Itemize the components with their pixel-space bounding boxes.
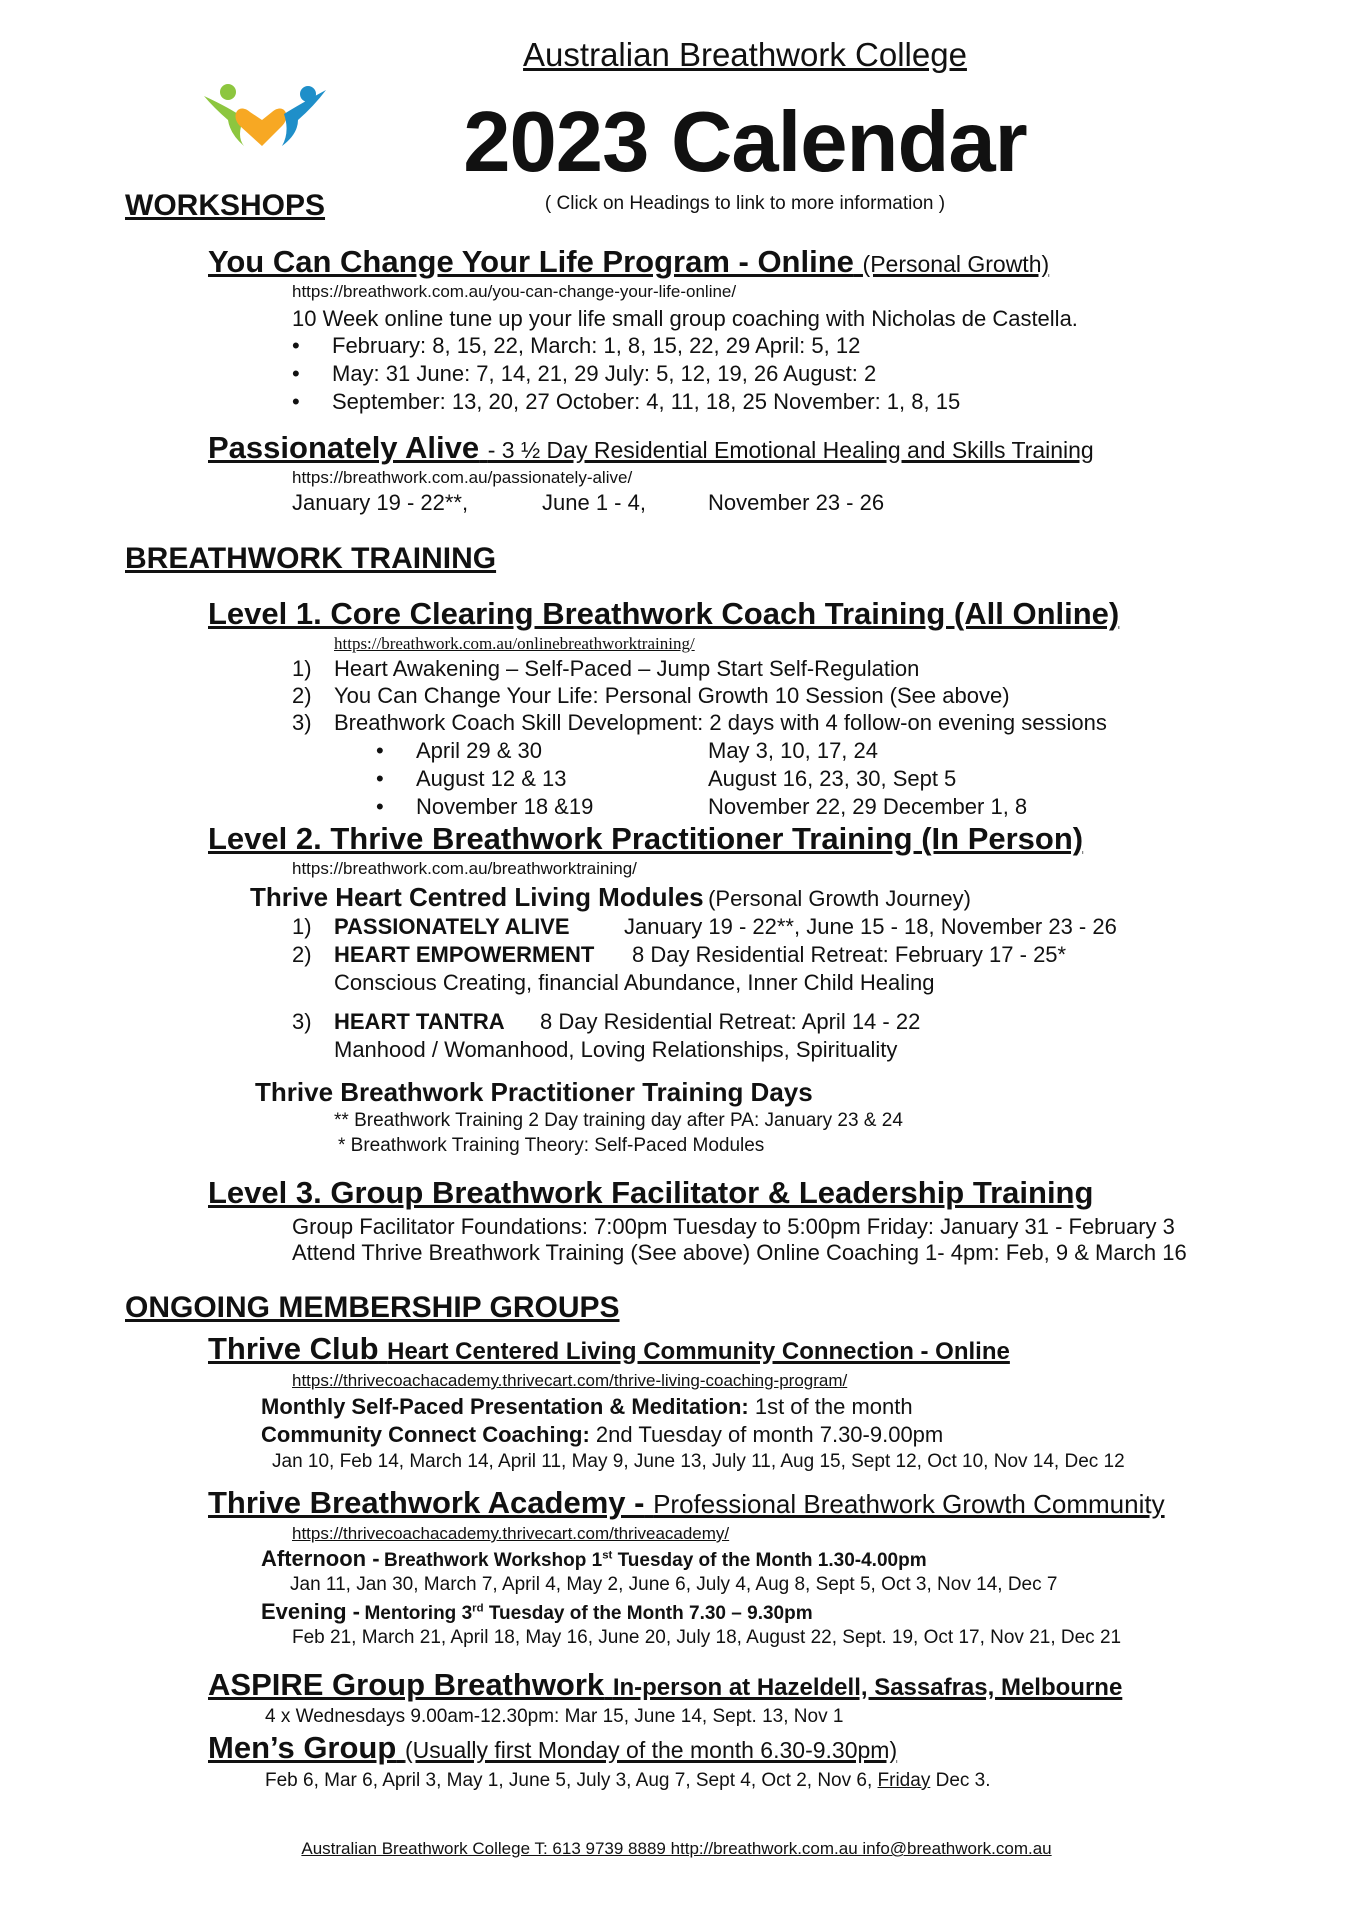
- level1-session-days: April 29 & 30: [416, 738, 542, 763]
- aspire-title: ASPIRE Group Breathwork: [208, 1667, 605, 1702]
- bullet: •: [292, 361, 300, 386]
- module-detail: January 19 - 22**, June 15 - 18, November 23 - 26: [624, 914, 1117, 939]
- mens-dates-end: Dec 3.: [935, 1770, 991, 1791]
- ycl-date-line: February: 8, 15, 22, March: 1, 8, 15, 22, 29 April: 5, 12: [332, 333, 861, 358]
- level3-heading-link[interactable]: Level 3. Group Breathwork Facilitator & Leadership Training: [208, 1175, 1094, 1210]
- module-detail: 8 Day Residential Retreat: April 14 - 22: [540, 1009, 921, 1034]
- ycl-date-line: May: 31 June: 7, 14, 21, 29 July: 5, 12, 19, 26 August: 2: [332, 361, 877, 386]
- mens-subtitle: (Usually first Monday of the month 6.30-9.30pm): [404, 1737, 898, 1763]
- module-num: 1): [292, 914, 312, 939]
- bullet: •: [376, 794, 384, 819]
- module-detail: 8 Day Residential Retreat: February 17 - 25*: [632, 942, 1067, 967]
- module-extra: Manhood / Womanhood, Loving Relationships, Spirituality: [334, 1037, 898, 1062]
- level1-item-num: 2): [292, 683, 312, 708]
- afternoon-label: Afternoon -: [261, 1546, 380, 1571]
- level1-url[interactable]: https://breathwork.com.au/onlinebreathworktraining/: [334, 634, 695, 653]
- level2-days-heading: Thrive Breathwork Practitioner Training Days: [255, 1077, 813, 1107]
- academy-url[interactable]: https://thrivecoachacademy.thrivecart.com/thriveacademy/: [292, 1524, 730, 1543]
- academy-evening-dates: Feb 21, March 21, April 18, May 16, June 20, July 18, August 22, Sept. 19, Oct 17, Nov 21, Dec 21: [292, 1627, 1122, 1648]
- level3-line: Attend Thrive Breathwork Training (See above) Online Coaching 1- 4pm: Feb, 9 & March 16: [292, 1240, 1187, 1265]
- level1-item-num: 3): [292, 710, 312, 735]
- level1-session-evenings: August 16, 23, 30, Sept 5: [708, 766, 957, 791]
- academy-title: Thrive Breathwork Academy -: [208, 1485, 645, 1520]
- section-heading-membership: ONGOING MEMBERSHIP GROUPS: [125, 1291, 620, 1324]
- mens-group-heading-link[interactable]: [208, 1730, 897, 1766]
- pa-date: January 19 - 22**,: [292, 490, 469, 515]
- evening-label: Evening -: [261, 1599, 361, 1624]
- bullet: •: [376, 766, 384, 791]
- ycl-date-line: September: 13, 20, 27 October: 4, 11, 18, 25 November: 1, 8, 15: [332, 389, 961, 414]
- aspire-subtitle: In-person at Hazeldell, Sassafras, Melbourne: [612, 1674, 1123, 1701]
- module-extra: Conscious Creating, financial Abundance, Inner Child Healing: [334, 970, 935, 995]
- module-name: HEART TANTRA: [334, 1009, 505, 1034]
- level1-session-days: November 18 &19: [416, 794, 594, 819]
- thrive-club-dates: Jan 10, Feb 14, March 14, April 11, May 9, June 13, July 11, Aug 15, Sept 12, Oct 10, Nov 14, Dec 12: [272, 1451, 1125, 1472]
- section-heading-workshops: WORKSHOPS: [125, 189, 326, 222]
- level1-session-evenings: November 22, 29 December 1, 8: [708, 794, 1028, 819]
- modules-title: Thrive Heart Centred Living Modules: [250, 882, 704, 912]
- level1-heading-link[interactable]: Level 1. Core Clearing Breathwork Coach Training (All Online): [208, 596, 1120, 631]
- level1-item-text: Heart Awakening – Self-Paced – Jump Start Self-Regulation: [334, 656, 920, 681]
- afternoon-text: Breathwork Workshop 1: [383, 1550, 603, 1571]
- academy-heading-link[interactable]: [208, 1485, 1165, 1521]
- module-num: 2): [292, 942, 312, 967]
- ycl-url[interactable]: https://breathwork.com.au/you-can-change-your-life-online/: [292, 282, 737, 301]
- ycl-heading-link[interactable]: [208, 244, 1049, 280]
- aspire-dates: 4 x Wednesdays 9.00am-12.30pm: Mar 15, June 14, Sept. 13, Nov 1: [265, 1706, 844, 1727]
- page-title: 2023 Calendar: [463, 95, 1027, 190]
- bullet: •: [376, 738, 384, 763]
- academy-evening: [261, 1599, 813, 1625]
- pa-title: Passionately Alive: [208, 430, 480, 465]
- module-num: 3): [292, 1009, 312, 1034]
- line-label: Community Connect Coaching:: [261, 1422, 590, 1447]
- thrive-club-title: Thrive Club: [208, 1331, 379, 1366]
- thrive-club-heading-link[interactable]: [208, 1331, 1010, 1367]
- thrive-club-line: [261, 1394, 913, 1420]
- thrive-club-line: [261, 1422, 943, 1448]
- level2-heading-link[interactable]: Level 2. Thrive Breathwork Practitioner Training (In Person): [208, 821, 1084, 856]
- click-hint: ( Click on Headings to link to more information ): [544, 193, 946, 214]
- footer-contact[interactable]: Australian Breathwork College T: 613 9739 8889 http://breathwork.com.au info@breathwork.com.au: [301, 1839, 1052, 1858]
- line-value: 1st of the month: [754, 1394, 913, 1419]
- academy-afternoon-dates: Jan 11, Jan 30, March 7, April 4, May 2, June 6, July 4, Aug 8, Sept 5, Oct 3, Nov 14, Dec 7: [290, 1574, 1058, 1595]
- academy-afternoon: [261, 1546, 927, 1572]
- pa-url[interactable]: https://breathwork.com.au/passionately-alive/: [292, 468, 633, 487]
- bullet: •: [292, 389, 300, 414]
- evening-text: Mentoring 3: [364, 1603, 473, 1624]
- level1-item-text: Breathwork Coach Skill Development: 2 days with 4 follow-on evening sessions: [334, 710, 1107, 735]
- modules-subtitle: (Personal Growth Journey): [708, 886, 971, 911]
- ycl-subtitle: (Personal Growth): [862, 251, 1050, 277]
- mens-dates-friday: Friday: [877, 1770, 931, 1791]
- module-name: PASSIONATELY ALIVE: [334, 914, 570, 939]
- section-heading-training: BREATHWORK TRAINING: [125, 542, 497, 575]
- thrive-club-url[interactable]: https://thrivecoachacademy.thrivecart.com/thrive-living-coaching-program/: [292, 1371, 848, 1390]
- thrive-club-subtitle: Heart Centered Living Community Connection - Online: [387, 1338, 1010, 1365]
- afternoon-sup: st: [602, 1549, 613, 1562]
- pa-heading-link[interactable]: [208, 430, 1094, 466]
- mens-dates-main: Feb 6, Mar 6, April 3, May 1, June 5, July 3, Aug 7, Sept 4, Oct 2, Nov 6,: [265, 1770, 873, 1791]
- level2-note: ** Breathwork Training 2 Day training day after PA: January 23 & 24: [334, 1110, 903, 1131]
- module-name: HEART EMPOWERMENT: [334, 942, 595, 967]
- aspire-heading-link[interactable]: [208, 1667, 1122, 1703]
- line-label: Monthly Self-Paced Presentation & Meditation:: [261, 1394, 749, 1419]
- mens-dates: [265, 1770, 991, 1792]
- level1-session-evenings: May 3, 10, 17, 24: [708, 738, 878, 763]
- afternoon-text-end: Tuesday of the Month 1.30-4.00pm: [612, 1550, 927, 1571]
- pa-date: November 23 - 26: [708, 490, 885, 515]
- pa-date: June 1 - 4,: [542, 490, 646, 515]
- ycl-description: 10 Week online tune up your life small group coaching with Nicholas de Castella.: [292, 306, 1078, 331]
- level1-item-num: 1): [292, 656, 312, 681]
- level1-session-days: August 12 & 13: [416, 766, 567, 791]
- level2-modules-heading: [250, 882, 971, 913]
- evening-text-end: Tuesday of the Month 7.30 – 9.30pm: [483, 1603, 813, 1624]
- line-value: 2nd Tuesday of month 7.30-9.00pm: [595, 1422, 944, 1447]
- bullet: •: [292, 333, 300, 358]
- mens-title: Men’s Group: [208, 1730, 397, 1765]
- college-name: Australian Breathwork College: [523, 36, 967, 73]
- level2-note: * Breathwork Training Theory: Self-Paced Modules: [338, 1135, 765, 1156]
- ycl-title: You Can Change Your Life Program - Online: [208, 244, 854, 279]
- pa-subtitle: - 3 ½ Day Residential Emotional Healing and Skills Training: [487, 437, 1094, 463]
- level1-item-text: You Can Change Your Life: Personal Growth 10 Session (See above): [334, 683, 1010, 708]
- academy-subtitle: Professional Breathwork Growth Community: [653, 1489, 1165, 1519]
- evening-sup: rd: [472, 1602, 484, 1615]
- level2-url[interactable]: https://breathwork.com.au/breathworktraining/: [292, 859, 637, 878]
- level3-line: Group Facilitator Foundations: 7:00pm Tuesday to 5:00pm Friday: January 31 - February 3: [292, 1214, 1175, 1239]
